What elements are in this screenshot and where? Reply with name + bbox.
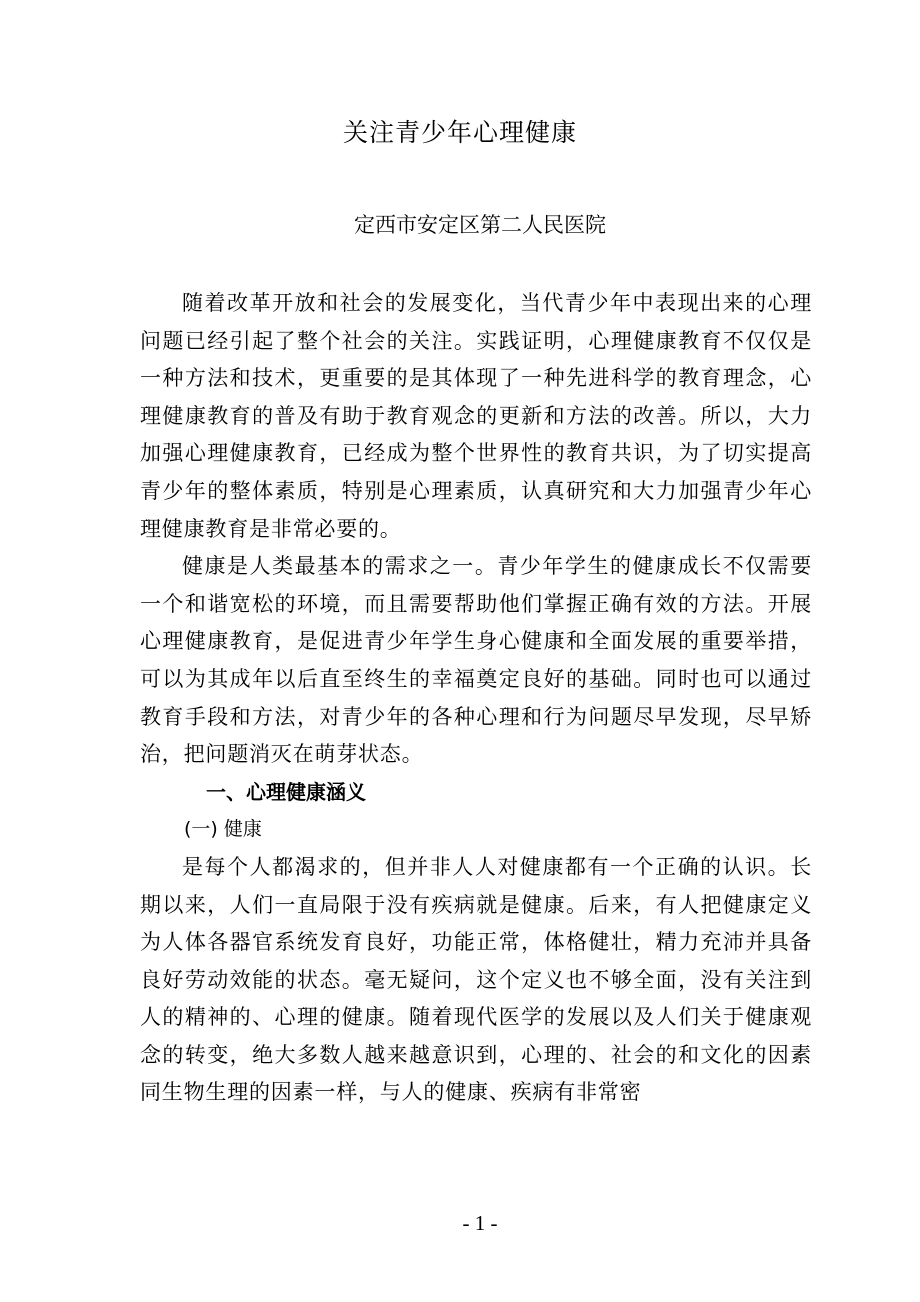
document-title: 关注青少年心理健康 [342, 118, 577, 147]
document-body [140, 285, 812, 1112]
subsection-heading: (一) 健康 [184, 818, 262, 841]
body-paragraph: 是每个人都渴求的，但并非人人对健康都有一个正确的认识。长期以来，人们一直局限于没有疾病就是健康。后来，有人把健康定义为人体各器官系统发育良好，功能正常，体格健壮，精力充沛并具备良好劳动效能的状态。毫无疑问，这个定义也不够全面，没有关注到人的精神的、心理的健康。随着现代医学的发展以及人们关于健康观念的转变，绝大多数人越来越意识到，心理的、社会的和文化的因素同生物生理的因素一样，与人的健康、疾病有非常密 [140, 854, 812, 1105]
document-author: 定西市安定区第二人民医院 [354, 213, 606, 237]
section-heading: 一、心理健康涵义 [206, 779, 366, 804]
page-number: - 1 - [462, 1211, 498, 1235]
body-paragraph: 健康是人类最基本的需求之一。青少年学生的健康成长不仅需要一个和谐宽松的环境，而且需要帮助他们掌握正确有效的方法。开展心理健康教育，是促进青少年学生身心健康和全面发展的重要举措，可以为其成年以后直至终生的幸福奠定良好的基础。同时也可以通过教育手段和方法，对青少年的各种心理和行为问题尽早发现，尽早矫治，把问题消灭在萌芽状态。 [140, 554, 812, 767]
body-paragraph: 随着改革开放和社会的发展变化，当代青少年中表现出来的心理问题已经引起了整个社会的关注。实践证明，心理健康教育不仅仅是一种方法和技术，更重要的是其体现了一种先进科学的教育理念，心理健康教育的普及有助于教育观念的更新和方法的改善。所以，大力加强心理健康教育，已经成为整个世界性的教育共识，为了切实提高青少年的整体素质，特别是心理素质，认真研究和大力加强青少年心理健康教育是非常必要的。 [140, 291, 812, 541]
